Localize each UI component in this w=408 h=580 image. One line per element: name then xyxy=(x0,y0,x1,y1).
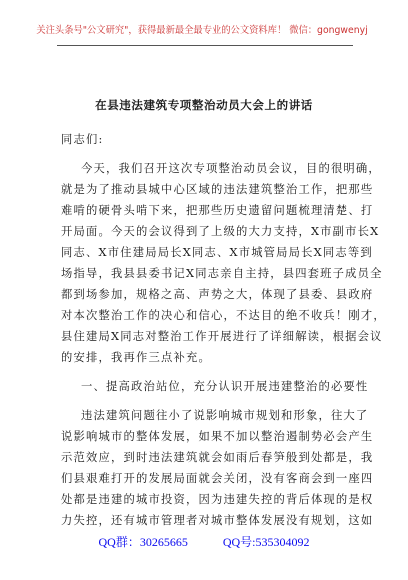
body-line: 都到场参加，规格之高、声势之大，体现了县委、县政府 xyxy=(61,288,374,301)
qq-group-text: QQ群：30265665 xyxy=(98,535,188,549)
body-line: 的安排，我再作三点补充。 xyxy=(61,351,211,364)
body-line: 就是为了推动县城中心区域的违法建筑整治工作，把那些 xyxy=(61,183,374,196)
body-line: 力失控，还有城市管理者对城市整体发展没有规划，这如 xyxy=(61,514,374,527)
body-line: 场指导，我县县委书记X同志亲自主持，县四套班子成员全 xyxy=(61,267,383,280)
body-line: 处都是违建的城市投资，因为违建失控的背后体现的是权 xyxy=(61,493,374,506)
contact-footer xyxy=(0,533,408,550)
header-divider xyxy=(57,45,353,46)
document-title: 在县违法建筑专项整治动员大会上的讲话 xyxy=(95,98,313,112)
body-line: 县住建局X同志对整治工作开展进行了详细解读，根据会议 xyxy=(61,330,383,343)
body-line: 难啃的硬骨头啃下来，把那些历史遗留问题梳理清楚、打 xyxy=(61,204,374,217)
body-line: 违法建筑问题往小了说影响城市规划和形象，往大了 xyxy=(81,409,369,422)
body-line: 开局面。今天的会议得到了上级的大力支持，X市副市长X xyxy=(61,225,380,238)
body-line: 对本次整治工作的决心和信心，不达目的绝不收兵！刚才， xyxy=(61,309,386,322)
body-line: 同志、X市住建局局长X同志、X市城管局局长X同志等到 xyxy=(61,246,373,259)
section-heading: 一、提高政治站位，充分认识开展违建整治的必要性 xyxy=(81,380,369,393)
body-line: 今天，我们召开这次专项整治动员会议，目的很明确， xyxy=(81,162,381,175)
salutation: 同志们: xyxy=(61,133,104,146)
body-line: 说影响城市的整体发展，如果不加以整治遏制势必会产生 xyxy=(61,430,374,443)
promo-header: 关注头条号"公文研究"，获得最新最全最专业的公文资料库！ 微信：gongwenyj xyxy=(36,25,368,36)
body-line: 们县艰难打开的发展局面就会关闭，没有客商会到一座四 xyxy=(61,472,374,485)
body-line: 示范效应，到时违法建筑就会如雨后春笋般到处都是，我 xyxy=(61,451,374,464)
qq-number-text: QQ号:535304092 xyxy=(222,535,310,549)
